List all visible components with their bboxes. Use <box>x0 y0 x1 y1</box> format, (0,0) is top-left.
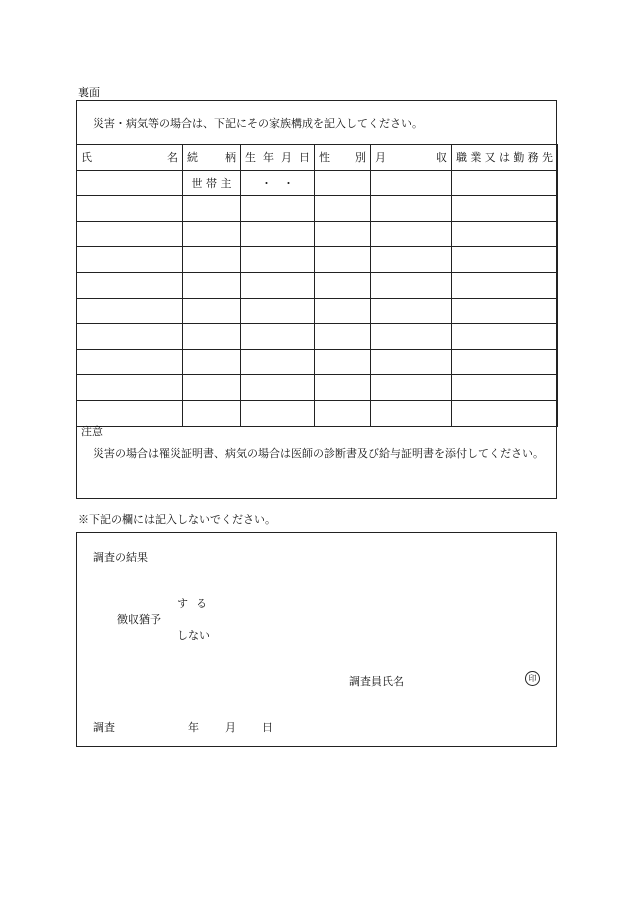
sex-cell[interactable] <box>315 196 371 222</box>
birthdate-cell[interactable] <box>241 247 315 273</box>
table-row <box>77 298 558 324</box>
birthdate-cell[interactable] <box>241 349 315 375</box>
income-cell[interactable] <box>371 298 452 324</box>
table-row <box>77 247 558 273</box>
relation-cell[interactable] <box>183 221 241 247</box>
sex-cell[interactable] <box>315 221 371 247</box>
income-cell[interactable] <box>371 272 452 298</box>
family-table-header <box>77 145 558 171</box>
header-income: 月 収 <box>371 145 452 171</box>
occupation-cell[interactable] <box>452 247 558 273</box>
birthdate-cell[interactable] <box>241 272 315 298</box>
birthdate-cell[interactable] <box>241 298 315 324</box>
sex-cell[interactable] <box>315 170 371 196</box>
occupation-cell[interactable] <box>452 221 558 247</box>
birthdate-cell[interactable] <box>241 324 315 350</box>
relation-cell[interactable] <box>183 196 241 222</box>
notes-body: 災害の場合は罹災証明書、病気の場合は医師の診断書及び給与証明書を添付してください。 <box>93 447 544 460</box>
header-sex: 性 別 <box>315 145 371 171</box>
occupation-cell[interactable] <box>452 349 558 375</box>
income-cell[interactable] <box>371 349 452 375</box>
sex-cell[interactable] <box>315 247 371 273</box>
header-name: 氏 名 <box>77 145 183 171</box>
notes-title: 注意 <box>81 425 103 438</box>
income-cell[interactable] <box>371 247 452 273</box>
occupation-cell[interactable] <box>452 196 558 222</box>
day-label: 日 <box>262 721 273 734</box>
table-row <box>77 196 558 222</box>
sex-cell[interactable] <box>315 349 371 375</box>
name-cell[interactable] <box>77 196 183 222</box>
relation-cell[interactable] <box>183 324 241 350</box>
sex-cell[interactable] <box>315 272 371 298</box>
relation-cell-householder: 世 帯 主 <box>183 170 241 196</box>
name-cell[interactable] <box>77 324 183 350</box>
name-cell[interactable] <box>77 349 183 375</box>
header-birthdate: 生年月日 <box>241 145 315 171</box>
relation-cell[interactable] <box>183 349 241 375</box>
notes-section <box>81 421 551 465</box>
name-cell[interactable] <box>77 170 183 196</box>
office-use-instruction: ※下記の欄には記入しないでください。 <box>78 513 276 526</box>
survey-result-box <box>76 532 557 747</box>
table-row <box>77 375 558 401</box>
month-label: 月 <box>225 721 236 734</box>
relation-cell[interactable] <box>183 247 241 273</box>
name-cell[interactable] <box>77 298 183 324</box>
birthdate-cell[interactable]: ・ ・ <box>241 170 315 196</box>
name-cell[interactable] <box>77 375 183 401</box>
income-cell[interactable] <box>371 170 452 196</box>
occupation-cell[interactable] <box>452 170 558 196</box>
relation-cell[interactable] <box>183 375 241 401</box>
income-cell[interactable] <box>371 221 452 247</box>
family-composition-box <box>76 100 557 499</box>
occupation-cell[interactable] <box>452 375 558 401</box>
table-row <box>77 324 558 350</box>
option-no[interactable]: しない <box>177 629 210 642</box>
table-row <box>77 349 558 375</box>
family-intro-text: 災害・病気等の場合は、下記にその家族構成を記入してください。 <box>93 117 423 130</box>
table-row <box>77 170 558 196</box>
name-cell[interactable] <box>77 272 183 298</box>
survey-date-row <box>93 719 273 735</box>
relation-cell[interactable] <box>183 272 241 298</box>
relation-cell[interactable] <box>183 298 241 324</box>
header-occupation: 職業又は勤務先 <box>452 145 558 171</box>
survey-title: 調査の結果 <box>93 551 148 564</box>
year-label: 年 <box>188 721 199 734</box>
table-row <box>77 272 558 298</box>
name-cell[interactable] <box>77 221 183 247</box>
sex-cell[interactable] <box>315 298 371 324</box>
birthdate-cell[interactable] <box>241 196 315 222</box>
seal-mark-icon: 印 <box>525 671 540 686</box>
income-cell[interactable] <box>371 375 452 401</box>
occupation-cell[interactable] <box>452 298 558 324</box>
table-row <box>77 221 558 247</box>
investigator-name-label: 調査員氏名 <box>349 675 404 688</box>
occupation-cell[interactable] <box>452 324 558 350</box>
birthdate-cell[interactable] <box>241 375 315 401</box>
header-relation: 続 柄 <box>183 145 241 171</box>
sex-cell[interactable] <box>315 324 371 350</box>
income-cell[interactable] <box>371 324 452 350</box>
page-side-label: 裏面 <box>78 86 100 99</box>
family-table <box>76 144 558 427</box>
birthdate-cell[interactable] <box>241 221 315 247</box>
date-label: 調査 <box>93 721 115 734</box>
option-yes[interactable]: する <box>177 597 215 610</box>
occupation-cell[interactable] <box>452 272 558 298</box>
option-label: 徴収猶予 <box>117 613 161 626</box>
name-cell[interactable] <box>77 247 183 273</box>
sex-cell[interactable] <box>315 375 371 401</box>
income-cell[interactable] <box>371 196 452 222</box>
